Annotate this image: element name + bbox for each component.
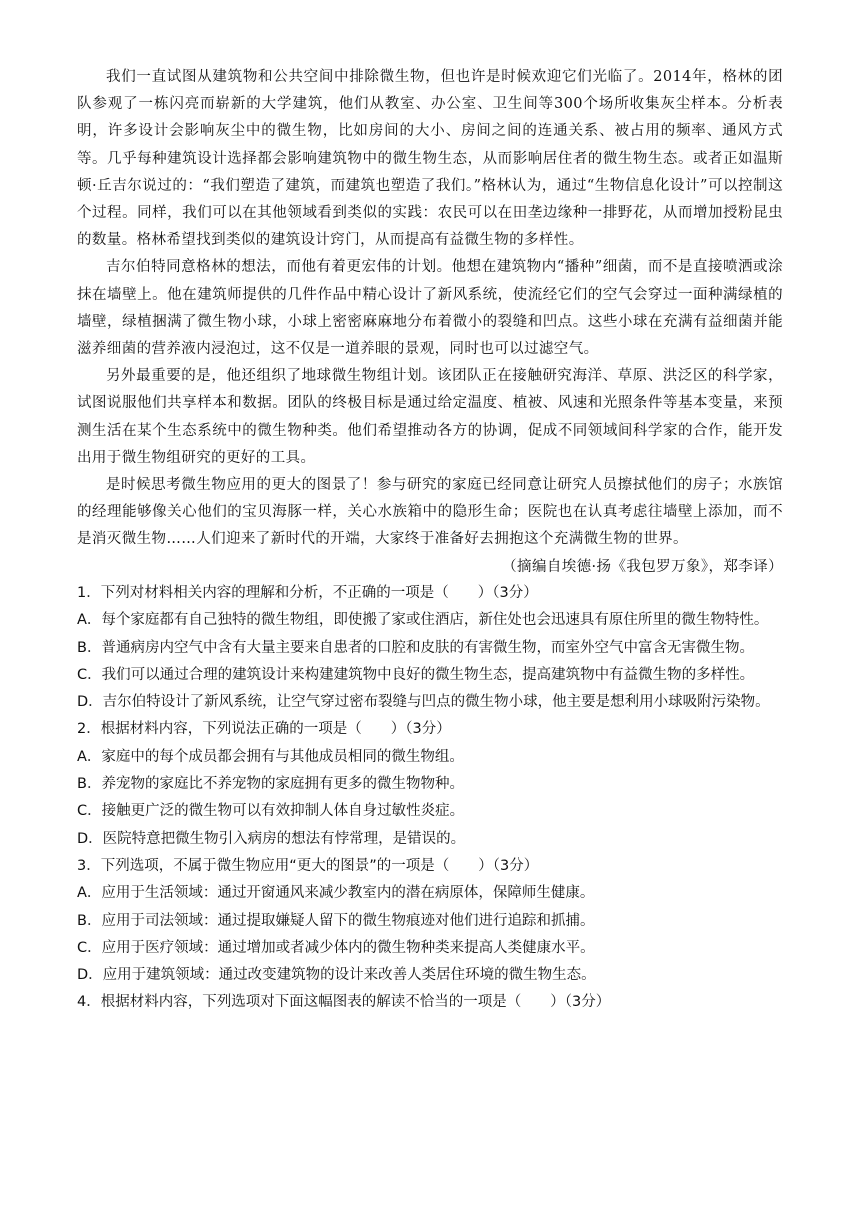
question-3-stem: 3．下列选项，不属于微生物应用“更大的图景”的一项是（ ）（3分） [77,857,539,874]
question-2-option-b: B．养宠物的家庭比不养宠物的家庭拥有更多的微生物物种。 [77,776,464,793]
passage-source: （摘编自埃德·扬《我包罗万象》，郑李译） [502,558,783,575]
question-2-option-c: C．接触更广泛的微生物可以有效抑制人体自身过敏性炎症。 [77,803,465,820]
passage-paragraph-2: 吉尔伯特同意格林的想法，而他有着更宏伟的计划。他想在建筑物内“播种”细菌，而不是直接喷洒或涂抹在墙壁上。他在建筑师提供的几件作品中精心设计了新风系统，使流经它们的空气会穿过一面种满绿植的墙壁，绿植捆满了微生物小球，小球上密密麻麻地分布着微小的裂缝和凹点。这些小球在充满有益细菌并能滋养细菌的营养液内浸泡过，这不仅是一道养眼的景观，同时也可以过滤空气。 [77,259,783,358]
question-3-option-b: B．应用于司法领域：通过提取嫌疑人留下的微生物痕迹对他们进行追踪和抓捕。 [77,912,595,929]
question-1-option-c: C．我们可以通过合理的建筑设计来构建建筑物中良好的微生物生态，提高建筑物中有益微生物的多样性。 [77,666,755,683]
passage-paragraph-3: 另外最重要的是，他还组织了地球微生物组计划。该团队正在接触研究海洋、草原、洪泛区的科学家，试图说服他们共享样本和数据。团队的终极目标是通过给定温度、植被、风速和光照条件等基本变量，来预测生活在某个生态系统中的微生物种类。他们希望推动各方的协调，促成不同领域间科学家的合作，能开发出用于微生物组研究的更好的工具。 [77,368,783,466]
question-1-option-d: D．吉尔伯特设计了新风系统，让空气穿过密布裂缝与凹点的微生物小球，他主要是想利用小球吸附污染物。 [77,694,770,711]
passage-paragraph-4: 是时候思考微生物应用的更大的图景了！参与研究的家庭已经同意让研究人员擦拭他们的房子；水族馆的经理能够像关心他们的宝贝海豚一样，关心水族箱中的隐形生命；医院也在认真考虑往墙壁上添加，而不是消灭微生物……人们迎来了新时代的开端，大家终于准备好去拥抱这个充满微生物的世界。 [77,477,783,548]
passage-paragraph-1: 我们一直试图从建筑物和公共空间中排除微生物，但也许是时候欢迎它们光临了。2014年，格林的团队参观了一栋闪亮而崭新的大学建筑，他们从教室、办公室、卫生间等300个场所收集灰尘样本。分析表明，许多设计会影响灰尘中的微生物，比如房间的大小、房间之间的连通关系、被占用的频率、通风方式等。几乎每种建筑设计选择都会影响建筑物中的微生物生态，从而影响居住者的微生物生态。或者正如温斯顿·丘吉尔说过的：“我们塑造了建筑，而建筑也塑造了我们。”格林认为，通过“生物信息化设计”可以控制这个过程。同样，我们可以在其他领域看到类似的实践：农民可以在田垄边缘种一排野花，从而增加授粉昆虫的数量。格林希望找到类似的建筑设计窍门，从而提高有益微生物的多样性。 [77,69,783,249]
question-2-option-a: A．家庭中的每个成员都会拥有与其他成员相同的微生物组。 [77,748,464,765]
question-1-option-a: A．每个家庭都有自己独特的微生物组，即使搬了家或住酒店，新住处也会迅速具有原住所里的微生物特性。 [77,612,769,629]
question-3-option-c: C．应用于医疗领域：通过增加或者减少体内的微生物种类来提高人类健康水平。 [77,939,595,956]
question-1-stem: 1．下列对材料相关内容的理解和分析，不正确的一项是（ ）（3分） [77,585,538,601]
question-4-stem: 4．根据材料内容，下列选项对下面这幅图表的解读不恰当的一项是（ ）（3分） [77,994,611,1011]
question-3-option-a: A．应用于生活领域：通过开窗通风来减少教室内的潜在病原体，保障师生健康。 [77,885,595,902]
question-2-option-d: D．医院特意把微生物引入病房的想法有悖常理，是错误的。 [77,830,466,847]
question-1-option-b: B．普通病房内空气中含有大量主要来自患者的口腔和皮肤的有害微生物，而室外空气中富含无害微生物。 [77,639,754,656]
question-2-stem: 2．根据材料内容，下列说法正确的一项是（ ）（3分） [77,721,451,738]
reading-passage [77,64,783,581]
question-list [77,580,797,1017]
question-3-option-d: D．应用于建筑领域：通过改变建筑物的设计来改善人类居住环境的微生物生态。 [77,967,596,984]
